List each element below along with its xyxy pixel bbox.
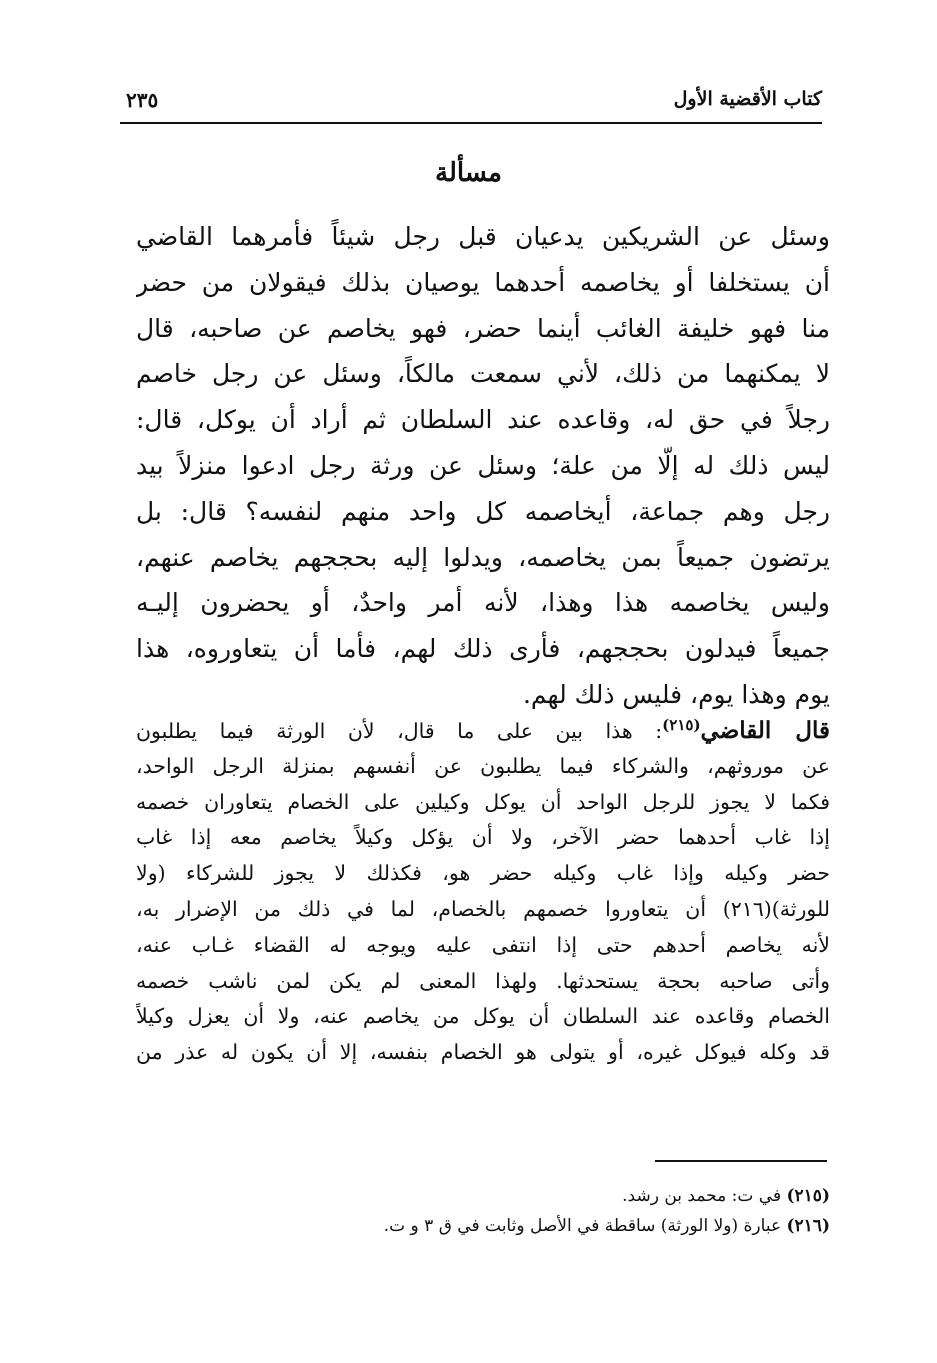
commentary-first-line-text: : هذا بين على ما قال، لأن الورثة فيما يطلبون (136, 719, 663, 743)
text-line: ليس ذلك له إلّا من علة؛ وسئل عن ورثة رجل ادعوا منزلاً بيد (136, 450, 830, 480)
footnote-ref: (٢١٥) (662, 716, 701, 735)
text-line: حضر وكيله وإذا غاب وكيله حضر هو، فكذلك لا يجوز للشركاء (ولا (136, 861, 830, 886)
text-line: إذا غاب أحدهما حضر الآخر، ولا أن يؤكل وكيلاً يخاصم معه إذا غاب (136, 825, 830, 850)
text-line: يوم وهذا يوم، فليس ذلك لهم. (522, 679, 830, 709)
text-line: فكما لا يجوز للرجل الواحد أن يوكل وكيلين على الخصام يتعاوران خصمه (136, 789, 830, 814)
text-line: عن موروثهم، والشركاء فيما يطلبون عن أنفسهم بمنزلة الرجل الواحد، (136, 753, 830, 778)
footnotes (136, 1181, 830, 1241)
footnote-number: (٢١٥) (786, 1186, 830, 1206)
footnote-number: (٢١٦) (786, 1216, 830, 1236)
question-paragraph (136, 214, 830, 718)
text-line: للورثة)(٢١٦) أن يتعاوروا خصمهم بالخصام، لما في ذلك من الإضرار به، (136, 896, 830, 921)
text-line: وليس يخاصمه هذا وهذا، لأنه أمر واحدٌ، أو يحضرون إليـه (136, 588, 830, 618)
text-line: منا فهو خليفة الغائب أينما حضر، فهو يخاصم عن صاحبه، قال (136, 313, 830, 343)
commentary-paragraph (136, 713, 830, 1071)
text-line: الخصام وقاعده عند السلطان أن يوكل من يخاصم عنه، ولا أن يعزل وكيلاً (136, 1004, 830, 1029)
text-line: يرتضون جميعاً بمن يخاصمه، ويدلوا إليه بحججهم يخاصم عنهم، (136, 542, 830, 572)
footnote-divider (655, 1160, 827, 1162)
text-line: جميعاً فيدلون بحججهم، فأرى ذلك لهم، فأما أن يتعاوروه، هذا (136, 634, 830, 664)
running-header (120, 86, 822, 124)
text-line: وسئل عن الشريكين يدعيان قبل رجل شيئاً فأمرهما القاضي (136, 222, 830, 251)
text-line: وأتى صاحبه بحجة يستحدثها. ولهذا المعنى لم يكن لمن ناشب خصمه (136, 968, 830, 993)
commentary-lead: قال القاضي (700, 717, 830, 744)
footnote-text: عبارة (ولا الورثة) ساقطة في الأصل وثابت في ق ٣ و ت. (383, 1216, 782, 1236)
page-number: ٢٣٥ (126, 88, 159, 112)
text-line: لأنه يخاصم أحدهم حتى إذا انتفى عليه ويوجه له القضاء غـاب عنه، (136, 932, 830, 957)
text-line: قد وكله فيوكل غيره، أو يتولى هو الخصام بنفسه، إلا أن يكون له عذر من (136, 1040, 830, 1065)
footnote-text: في ت: محمد بن رشد. (622, 1186, 782, 1206)
book-title: كتاب الأقضية الأول (673, 88, 822, 110)
footnote (136, 1181, 830, 1211)
text-line: لا يمكنهما من ذلك، لأني سمعت مالكاً، وسئل عن رجل خاصم (136, 359, 830, 389)
text-line: رجلاً في حق له، وقاعده عند السلطان ثم أراد أن يوكل، قال: (136, 405, 830, 435)
commentary-first-line (136, 713, 830, 749)
footnote (136, 1211, 830, 1241)
text-line: أن يستخلفا أو يخاصمه أحدهما يوصيان بذلك فيقولان من حضر (136, 267, 830, 297)
text-line: رجل وهم جماعة، أيخاصمه كل واحد منهم لنفسه؟ قال: بل (136, 496, 830, 526)
section-title: مسألة (435, 158, 502, 188)
